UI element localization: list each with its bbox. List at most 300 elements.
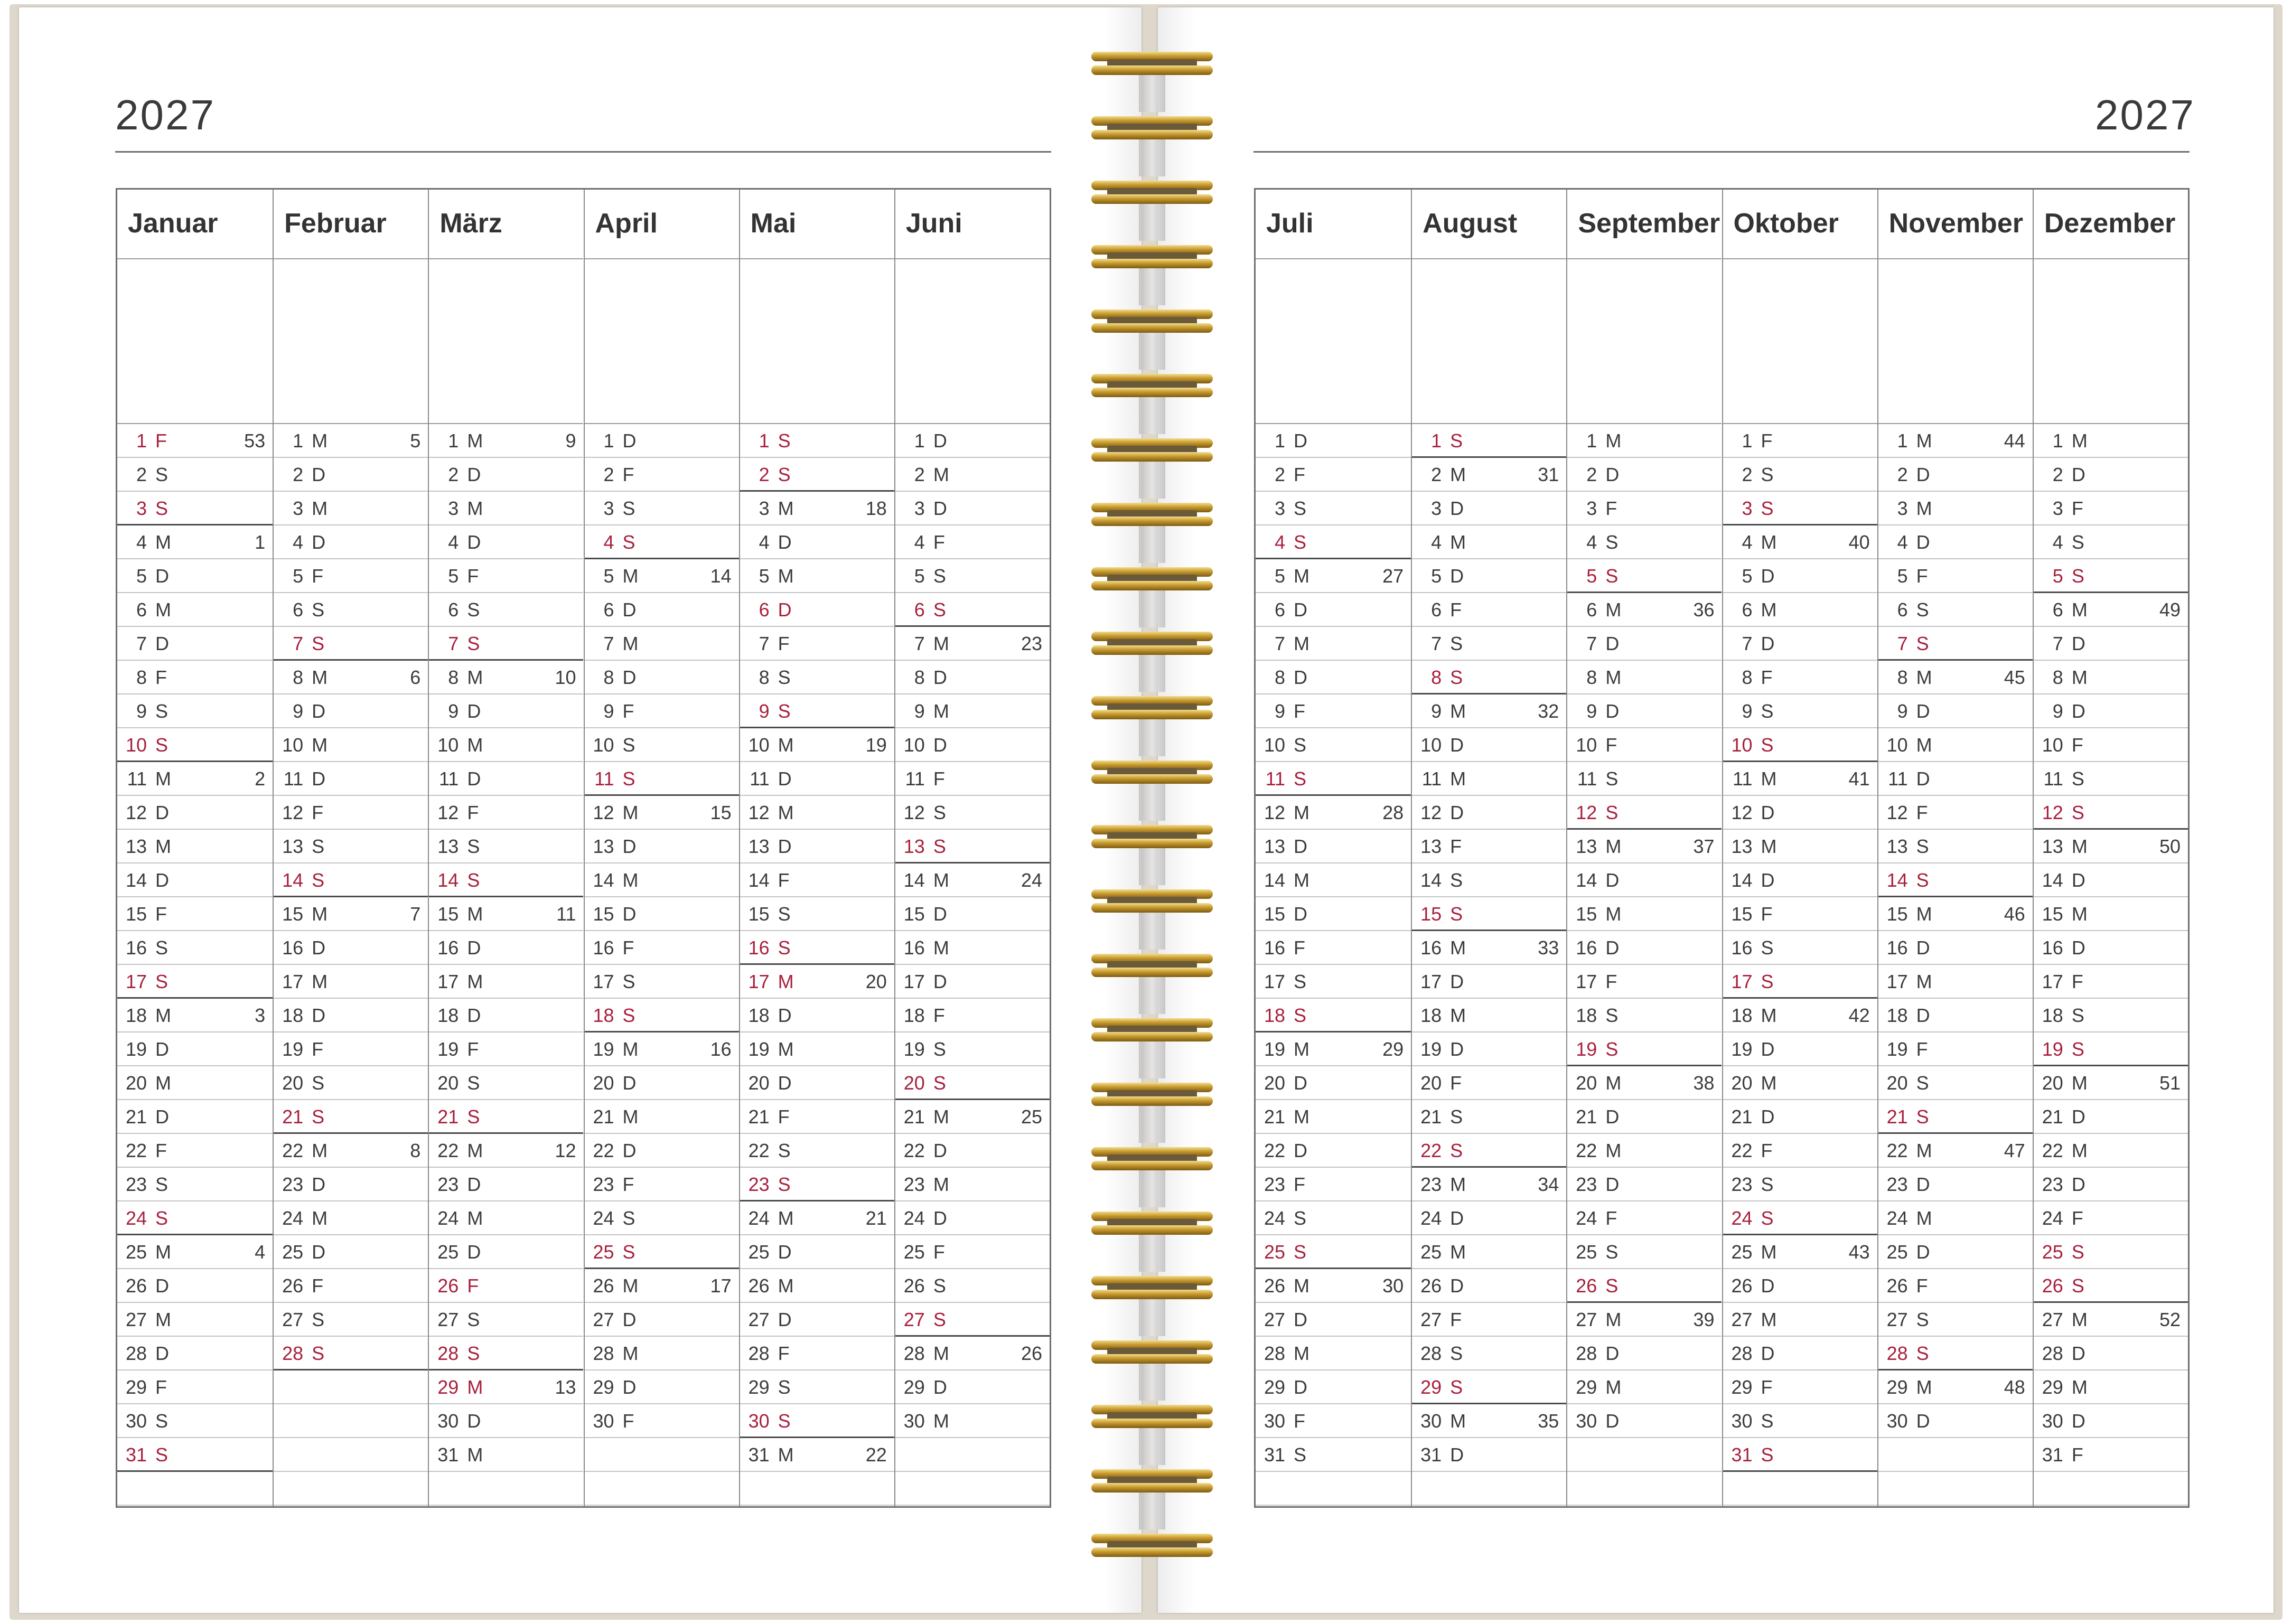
day-row[interactable] — [1412, 1168, 1566, 1201]
day-row[interactable] — [1878, 1404, 2033, 1438]
day-row[interactable] — [1256, 897, 1411, 931]
notes-area[interactable] — [740, 259, 894, 424]
day-row[interactable] — [1412, 492, 1566, 525]
day-row[interactable] — [2034, 1134, 2188, 1168]
day-row[interactable] — [274, 1201, 428, 1235]
day-row[interactable] — [1723, 525, 1877, 559]
day-row[interactable] — [1878, 593, 2033, 627]
day-row[interactable] — [117, 1168, 273, 1201]
day-row[interactable] — [1256, 1066, 1411, 1100]
day-row[interactable] — [1412, 863, 1566, 897]
day-row[interactable] — [585, 661, 739, 694]
day-row[interactable] — [1412, 424, 1566, 458]
day-row[interactable] — [1878, 525, 2033, 559]
day-row[interactable] — [1256, 525, 1411, 559]
day-row[interactable] — [740, 661, 894, 694]
day-row[interactable] — [1256, 1303, 1411, 1337]
day-row[interactable] — [1412, 965, 1566, 999]
day-row[interactable] — [1567, 1134, 1722, 1168]
day-row[interactable] — [585, 1032, 739, 1066]
day-row[interactable] — [1256, 728, 1411, 762]
day-row[interactable] — [1256, 627, 1411, 661]
day-row[interactable] — [1412, 627, 1566, 661]
day-row[interactable] — [585, 796, 739, 830]
day-row[interactable] — [429, 897, 583, 931]
day-row[interactable] — [1567, 1303, 1722, 1337]
day-row[interactable] — [740, 1303, 894, 1337]
day-row[interactable] — [2034, 627, 2188, 661]
day-row[interactable] — [1256, 931, 1411, 965]
day-row[interactable] — [895, 1404, 1050, 1438]
day-row[interactable] — [1412, 1066, 1566, 1100]
day-row[interactable] — [585, 627, 739, 661]
day-row[interactable] — [2034, 458, 2188, 492]
day-row[interactable] — [1878, 1100, 2033, 1134]
day-row[interactable] — [429, 1370, 583, 1404]
day-row[interactable] — [2034, 1303, 2188, 1337]
day-row[interactable] — [1256, 1100, 1411, 1134]
day-row[interactable] — [740, 1168, 894, 1201]
day-row[interactable] — [274, 1032, 428, 1066]
day-row[interactable] — [1256, 796, 1411, 830]
day-row[interactable] — [1878, 863, 2033, 897]
day-row[interactable] — [1567, 1235, 1722, 1269]
day-row[interactable] — [429, 458, 583, 492]
day-row[interactable] — [117, 999, 273, 1032]
day-row[interactable] — [274, 627, 428, 661]
day-row[interactable] — [1723, 728, 1877, 762]
day-row[interactable] — [429, 1303, 583, 1337]
day-row[interactable] — [1567, 1168, 1722, 1201]
day-row[interactable] — [274, 424, 428, 458]
day-row[interactable] — [1412, 1303, 1566, 1337]
day-row[interactable] — [117, 965, 273, 999]
day-row[interactable] — [1412, 559, 1566, 593]
day-row[interactable] — [429, 525, 583, 559]
day-row[interactable] — [117, 1100, 273, 1134]
day-row[interactable] — [1723, 897, 1877, 931]
day-row[interactable] — [895, 830, 1050, 863]
day-row[interactable] — [117, 1404, 273, 1438]
day-row[interactable] — [274, 525, 428, 559]
day-row[interactable] — [1256, 1134, 1411, 1168]
day-row[interactable] — [585, 999, 739, 1032]
day-row[interactable] — [585, 762, 739, 796]
day-row[interactable] — [1412, 1404, 1566, 1438]
day-row[interactable] — [740, 1370, 894, 1404]
day-row[interactable] — [1256, 424, 1411, 458]
day-row[interactable] — [895, 863, 1050, 897]
day-row[interactable] — [429, 661, 583, 694]
day-row[interactable] — [2034, 796, 2188, 830]
day-row[interactable] — [2034, 999, 2188, 1032]
day-row[interactable] — [1412, 1201, 1566, 1235]
day-row[interactable] — [585, 424, 739, 458]
day-row[interactable] — [117, 627, 273, 661]
day-row[interactable] — [429, 1100, 583, 1134]
day-row[interactable] — [1878, 1269, 2033, 1303]
day-row[interactable] — [274, 1303, 428, 1337]
day-row[interactable] — [1412, 897, 1566, 931]
day-row[interactable] — [274, 559, 428, 593]
day-row[interactable] — [585, 1201, 739, 1235]
day-row[interactable] — [1412, 458, 1566, 492]
day-row[interactable] — [117, 1370, 273, 1404]
notes-area[interactable] — [1878, 259, 2033, 424]
day-row[interactable] — [895, 1337, 1050, 1370]
day-row[interactable] — [1412, 796, 1566, 830]
day-row[interactable] — [274, 762, 428, 796]
day-row[interactable] — [1567, 1269, 1722, 1303]
day-row[interactable] — [1412, 830, 1566, 863]
day-row[interactable] — [1256, 1337, 1411, 1370]
day-row[interactable] — [1878, 559, 2033, 593]
day-row[interactable] — [1878, 492, 2033, 525]
day-row[interactable] — [740, 627, 894, 661]
day-row[interactable] — [895, 593, 1050, 627]
day-row[interactable] — [1256, 559, 1411, 593]
day-row[interactable] — [740, 593, 894, 627]
day-row[interactable] — [2034, 1235, 2188, 1269]
day-row[interactable] — [585, 1303, 739, 1337]
day-row[interactable] — [895, 1100, 1050, 1134]
day-row[interactable] — [1412, 593, 1566, 627]
day-row[interactable] — [895, 627, 1050, 661]
day-row[interactable] — [117, 931, 273, 965]
day-row[interactable] — [1567, 492, 1722, 525]
day-row[interactable] — [585, 492, 739, 525]
day-row[interactable] — [585, 525, 739, 559]
day-row[interactable] — [2034, 1370, 2188, 1404]
day-row[interactable] — [1412, 762, 1566, 796]
day-row[interactable] — [429, 694, 583, 728]
day-row[interactable] — [895, 492, 1050, 525]
day-row[interactable] — [1567, 1370, 1722, 1404]
day-row[interactable] — [1723, 762, 1877, 796]
day-row[interactable] — [2034, 424, 2188, 458]
day-row[interactable] — [429, 1269, 583, 1303]
day-row[interactable] — [274, 1235, 428, 1269]
day-row[interactable] — [2034, 897, 2188, 931]
day-row[interactable] — [1723, 1370, 1877, 1404]
day-row[interactable] — [117, 1269, 273, 1303]
day-row[interactable] — [1412, 1134, 1566, 1168]
day-row[interactable] — [585, 1134, 739, 1168]
day-row[interactable] — [1567, 1032, 1722, 1066]
day-row[interactable] — [429, 1168, 583, 1201]
day-row[interactable] — [2034, 728, 2188, 762]
day-row[interactable] — [2034, 593, 2188, 627]
day-row[interactable] — [585, 593, 739, 627]
notes-area[interactable] — [585, 259, 739, 424]
day-row[interactable] — [585, 1168, 739, 1201]
day-row[interactable] — [1878, 458, 2033, 492]
notes-area[interactable] — [1412, 259, 1566, 424]
day-row[interactable] — [585, 694, 739, 728]
day-row[interactable] — [1567, 965, 1722, 999]
day-row[interactable] — [895, 796, 1050, 830]
day-row[interactable] — [1412, 694, 1566, 728]
day-row[interactable] — [740, 458, 894, 492]
notes-area[interactable] — [895, 259, 1050, 424]
day-row[interactable] — [1567, 593, 1722, 627]
day-row[interactable] — [895, 458, 1050, 492]
day-row[interactable] — [274, 999, 428, 1032]
day-row[interactable] — [2034, 525, 2188, 559]
day-row[interactable] — [895, 931, 1050, 965]
notes-area[interactable] — [274, 259, 428, 424]
day-row[interactable] — [274, 965, 428, 999]
day-row[interactable] — [585, 931, 739, 965]
day-row[interactable] — [740, 863, 894, 897]
day-row[interactable] — [429, 424, 583, 458]
day-row[interactable] — [1723, 830, 1877, 863]
day-row[interactable] — [274, 1134, 428, 1168]
day-row[interactable] — [117, 863, 273, 897]
day-row[interactable] — [117, 1201, 273, 1235]
day-row[interactable] — [117, 492, 273, 525]
day-row[interactable] — [1567, 1337, 1722, 1370]
day-row[interactable] — [1723, 796, 1877, 830]
day-row[interactable] — [1256, 762, 1411, 796]
day-row[interactable] — [117, 1438, 273, 1472]
day-row[interactable] — [1723, 627, 1877, 661]
day-row[interactable] — [117, 1134, 273, 1168]
day-row[interactable] — [1256, 1269, 1411, 1303]
day-row[interactable] — [1723, 1269, 1877, 1303]
day-row[interactable] — [429, 1404, 583, 1438]
day-row[interactable] — [1412, 1032, 1566, 1066]
day-row[interactable] — [429, 627, 583, 661]
day-row[interactable] — [117, 728, 273, 762]
day-row[interactable] — [117, 559, 273, 593]
day-row[interactable] — [2034, 830, 2188, 863]
day-row[interactable] — [1723, 694, 1877, 728]
day-row[interactable] — [117, 525, 273, 559]
day-row[interactable] — [740, 796, 894, 830]
day-row[interactable] — [1878, 965, 2033, 999]
day-row[interactable] — [1256, 1168, 1411, 1201]
day-row[interactable] — [740, 1404, 894, 1438]
day-row[interactable] — [1723, 492, 1877, 525]
day-row[interactable] — [740, 762, 894, 796]
day-row[interactable] — [2034, 931, 2188, 965]
day-row[interactable] — [429, 1032, 583, 1066]
day-row[interactable] — [1256, 661, 1411, 694]
day-row[interactable] — [1412, 931, 1566, 965]
day-row[interactable] — [1878, 728, 2033, 762]
day-row[interactable] — [740, 525, 894, 559]
day-row[interactable] — [1878, 762, 2033, 796]
day-row[interactable] — [740, 830, 894, 863]
day-row[interactable] — [1723, 863, 1877, 897]
day-row[interactable] — [2034, 762, 2188, 796]
notes-area[interactable] — [1567, 259, 1722, 424]
day-row[interactable] — [740, 1337, 894, 1370]
day-row[interactable] — [1567, 627, 1722, 661]
day-row[interactable] — [1723, 1337, 1877, 1370]
day-row[interactable] — [1723, 661, 1877, 694]
day-row[interactable] — [274, 1168, 428, 1201]
day-row[interactable] — [117, 1235, 273, 1269]
day-row[interactable] — [1412, 1100, 1566, 1134]
day-row[interactable] — [2034, 559, 2188, 593]
day-row[interactable] — [895, 1201, 1050, 1235]
day-row[interactable] — [740, 999, 894, 1032]
day-row[interactable] — [740, 1438, 894, 1472]
day-row[interactable] — [2034, 1404, 2188, 1438]
day-row[interactable] — [274, 1066, 428, 1100]
day-row[interactable] — [895, 661, 1050, 694]
day-row[interactable] — [895, 559, 1050, 593]
day-row[interactable] — [1878, 1303, 2033, 1337]
day-row[interactable] — [1412, 1337, 1566, 1370]
day-row[interactable] — [1878, 1066, 2033, 1100]
day-row[interactable] — [429, 1201, 583, 1235]
day-row[interactable] — [585, 1235, 739, 1269]
day-row[interactable] — [1567, 694, 1722, 728]
day-row[interactable] — [429, 1066, 583, 1100]
day-row[interactable] — [895, 1134, 1050, 1168]
day-row[interactable] — [895, 525, 1050, 559]
day-row[interactable] — [1878, 661, 2033, 694]
day-row[interactable] — [1567, 458, 1722, 492]
day-row[interactable] — [585, 1404, 739, 1438]
day-row[interactable] — [117, 796, 273, 830]
day-row[interactable] — [895, 1303, 1050, 1337]
day-row[interactable] — [117, 1337, 273, 1370]
day-row[interactable] — [895, 1269, 1050, 1303]
day-row[interactable] — [429, 1134, 583, 1168]
day-row[interactable] — [1412, 661, 1566, 694]
day-row[interactable] — [1567, 661, 1722, 694]
day-row[interactable] — [1567, 728, 1722, 762]
day-row[interactable] — [274, 694, 428, 728]
day-row[interactable] — [117, 661, 273, 694]
day-row[interactable] — [1256, 694, 1411, 728]
day-row[interactable] — [740, 931, 894, 965]
day-row[interactable] — [1256, 1235, 1411, 1269]
day-row[interactable] — [585, 897, 739, 931]
day-row[interactable] — [1256, 863, 1411, 897]
day-row[interactable] — [274, 492, 428, 525]
day-row[interactable] — [1878, 830, 2033, 863]
day-row[interactable] — [117, 1303, 273, 1337]
day-row[interactable] — [429, 931, 583, 965]
day-row[interactable] — [1567, 796, 1722, 830]
day-row[interactable] — [740, 559, 894, 593]
day-row[interactable] — [429, 863, 583, 897]
day-row[interactable] — [740, 965, 894, 999]
day-row[interactable] — [1256, 593, 1411, 627]
day-row[interactable] — [429, 559, 583, 593]
day-row[interactable] — [1878, 1370, 2033, 1404]
day-row[interactable] — [895, 1235, 1050, 1269]
day-row[interactable] — [1878, 1134, 2033, 1168]
day-row[interactable] — [1878, 694, 2033, 728]
day-row[interactable] — [585, 458, 739, 492]
day-row[interactable] — [895, 1066, 1050, 1100]
day-row[interactable] — [1412, 525, 1566, 559]
day-row[interactable] — [1723, 424, 1877, 458]
day-row[interactable] — [1723, 1303, 1877, 1337]
day-row[interactable] — [2034, 661, 2188, 694]
day-row[interactable] — [1723, 1404, 1877, 1438]
day-row[interactable] — [1256, 1032, 1411, 1066]
day-row[interactable] — [1723, 1134, 1877, 1168]
day-row[interactable] — [274, 796, 428, 830]
day-row[interactable] — [1567, 830, 1722, 863]
day-row[interactable] — [2034, 1337, 2188, 1370]
day-row[interactable] — [895, 1370, 1050, 1404]
day-row[interactable] — [274, 1337, 428, 1370]
day-row[interactable] — [1878, 1337, 2033, 1370]
day-row[interactable] — [1878, 796, 2033, 830]
day-row[interactable] — [2034, 492, 2188, 525]
day-row[interactable] — [274, 593, 428, 627]
notes-area[interactable] — [1256, 259, 1411, 424]
day-row[interactable] — [1567, 525, 1722, 559]
day-row[interactable] — [117, 424, 273, 458]
day-row[interactable] — [429, 1337, 583, 1370]
day-row[interactable] — [585, 1370, 739, 1404]
day-row[interactable] — [585, 1337, 739, 1370]
day-row[interactable] — [1256, 1370, 1411, 1404]
day-row[interactable] — [1723, 1438, 1877, 1472]
day-row[interactable] — [1723, 965, 1877, 999]
day-row[interactable] — [1256, 1404, 1411, 1438]
day-row[interactable] — [1878, 1201, 2033, 1235]
day-row[interactable] — [740, 492, 894, 525]
notes-area[interactable] — [2034, 259, 2188, 424]
notes-area[interactable] — [429, 259, 583, 424]
day-row[interactable] — [1567, 999, 1722, 1032]
day-row[interactable] — [1723, 1168, 1877, 1201]
day-row[interactable] — [585, 728, 739, 762]
day-row[interactable] — [1567, 897, 1722, 931]
day-row[interactable] — [1412, 999, 1566, 1032]
day-row[interactable] — [895, 424, 1050, 458]
day-row[interactable] — [117, 762, 273, 796]
day-row[interactable] — [274, 863, 428, 897]
day-row[interactable] — [1567, 762, 1722, 796]
day-row[interactable] — [117, 1066, 273, 1100]
day-row[interactable] — [2034, 1168, 2188, 1201]
notes-area[interactable] — [117, 259, 273, 424]
day-row[interactable] — [429, 796, 583, 830]
day-row[interactable] — [740, 1269, 894, 1303]
day-row[interactable] — [2034, 1269, 2188, 1303]
day-row[interactable] — [585, 830, 739, 863]
day-row[interactable] — [1412, 1438, 1566, 1472]
day-row[interactable] — [2034, 1066, 2188, 1100]
day-row[interactable] — [740, 424, 894, 458]
day-row[interactable] — [429, 492, 583, 525]
day-row[interactable] — [1878, 999, 2033, 1032]
day-row[interactable] — [2034, 965, 2188, 999]
day-row[interactable] — [585, 965, 739, 999]
day-row[interactable] — [117, 458, 273, 492]
day-row[interactable] — [740, 694, 894, 728]
day-row[interactable] — [585, 1269, 739, 1303]
day-row[interactable] — [429, 1235, 583, 1269]
day-row[interactable] — [117, 830, 273, 863]
day-row[interactable] — [1412, 728, 1566, 762]
day-row[interactable] — [429, 965, 583, 999]
day-row[interactable] — [1878, 1168, 2033, 1201]
day-row[interactable] — [1567, 863, 1722, 897]
day-row[interactable] — [740, 1066, 894, 1100]
